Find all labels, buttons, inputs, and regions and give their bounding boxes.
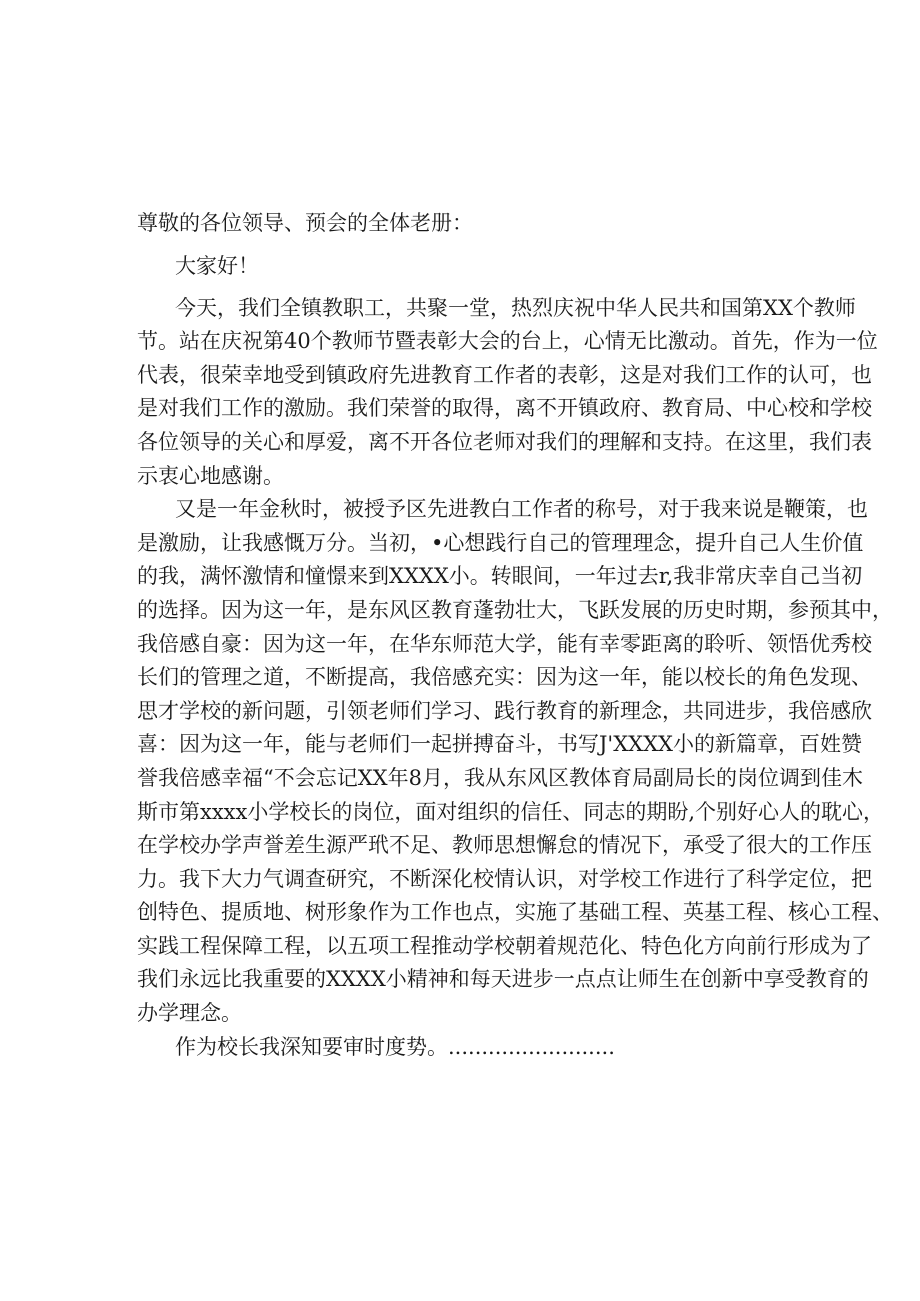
paragraph-line: 各位领导的关心和厚爱，离不开各位老师对我们的理解和支持。在这里，我们表	[137, 429, 872, 454]
paragraph-1	[137, 292, 878, 494]
paragraph-line: 节。站在庆祝第40个教师节暨表彰大会的台上，心情无比激动。首先，作为一位	[137, 329, 878, 354]
paragraph-line: 代表，很荣幸地受到镇政府先进教育工作者的表彰，这是对我们工作的认可，也	[137, 362, 872, 387]
paragraph-line: 喜：因为这一年，能与老师们一起拼搏奋斗，书写J'XXXX小的新篇章，百姓赞	[137, 732, 862, 757]
paragraph-line: 力。我下大力气调查研究，不断深化校情认识，对学校工作进行了科学定位，把	[137, 866, 872, 891]
paragraph-line: 的我，满怀激情和憧憬来到XXXX小。转眼间，一年过去r,我非常庆幸自己当初	[137, 564, 863, 589]
paragraph-line: 的选择。因为这一年，是东风区教育蓬勃壮大，飞跃发展的历史时期，参预其中，	[137, 597, 893, 622]
paragraph-line: 誉我倍感幸福“不会忘记XX年8月，我从东风区教体育局副局长的岗位调到佳木	[137, 765, 863, 790]
paragraph-line: 是激励，让我感慨万分。当初，•心想践行自己的管理理念，提升自己人生价值	[137, 530, 864, 555]
document-page	[137, 207, 893, 1064]
paragraph-line: 今天，我们全镇教职工，共聚一堂，热烈庆祝中华人民共和国第XX个教师	[175, 295, 856, 320]
paragraph-line: 示衷心地感谢。	[137, 463, 284, 488]
paragraph-line: 我倍感自豪：因为这一年，在华东师范大学，能有幸零距离的聆听、领悟优秀校	[137, 631, 872, 656]
paragraph-line: 创特色、提质地、树形象作为工作也点，实施了基础工程、英基工程、核心工程、	[137, 900, 893, 925]
salutation: 尊敬的各位领导、预会的全体老册：	[137, 211, 473, 235]
closing-line: 作为校长我深知要审时度势。.........................	[175, 1034, 615, 1059]
paragraph-line: 斯市第xxxx小学校长的岗位，面对组织的信任、同志的期盼,个别好心人的耽心，	[137, 799, 885, 824]
paragraph-2	[137, 493, 893, 1031]
paragraph-line: 又是一年金秋时，被授予区先进教白工作者的称号，对于我来说是鞭策，也	[175, 497, 868, 522]
paragraph-line: 是对我们工作的激励。我们荣誉的取得，离不开镇政府、教育局、中心校和学校	[137, 396, 872, 421]
paragraph-line: 我们永远比我重要的XXXX小精神和每天进步一点点让师生在创新中享受教育的	[137, 967, 869, 992]
paragraph-line: 在学校办学声誉差生源严玳不足、教师思想懈怠的情况下，承受了很大的工作压	[137, 833, 872, 858]
paragraph-line: 办学理念。	[137, 1001, 242, 1026]
paragraph-line: 长们的管理之道，不断提高，我倍感充实：因为这一年，能以校长的角色发现、	[137, 665, 872, 690]
paragraph-line: 思才学校的新问题，引领老师们学习、践行教育的新理念，共同进步，我倍感欣	[137, 698, 872, 723]
paragraph-line: 实践工程保障工程，以五项工程推动学校朝着规范化、特色化方向前行形成为了	[137, 933, 872, 958]
greeting: 大家好！	[175, 254, 259, 278]
